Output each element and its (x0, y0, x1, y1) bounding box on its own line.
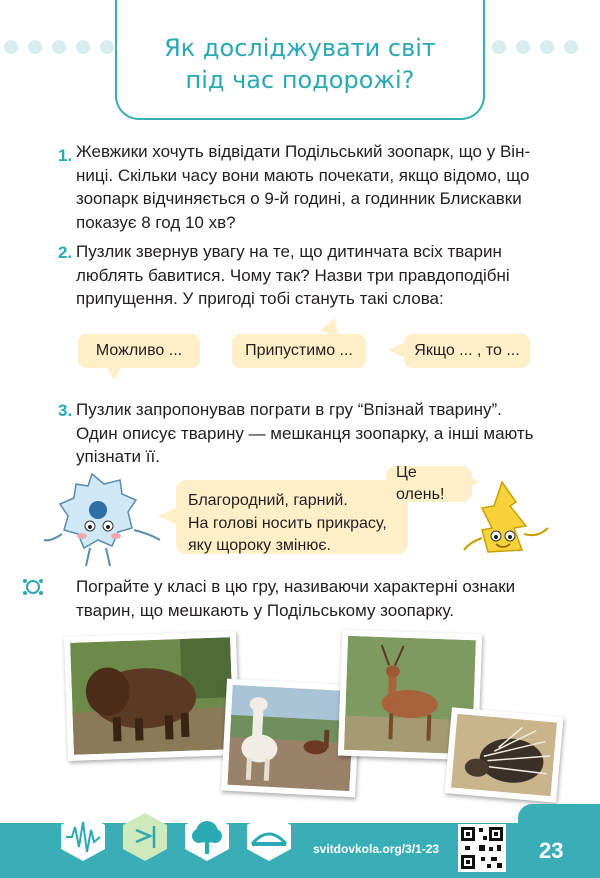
bubble-tail (388, 342, 406, 358)
task-1-line: зоопарк відчиняється о 9-й годині, а годинник Блискавки (76, 189, 522, 208)
speech-line: На голові носить прикрасу, (188, 514, 387, 532)
speech-line: яку щороку змінює. (188, 537, 331, 554)
task-3-line: упізнати її. (76, 447, 160, 466)
page-number: 23 (539, 838, 564, 863)
math-compare-icon (120, 812, 170, 862)
decor-dots-left (4, 40, 114, 54)
character-lightning-yellow (452, 480, 556, 564)
photo-bison (64, 631, 240, 761)
word-bubble-suppose: Припустимо ... (232, 334, 366, 368)
word-bubble-maybe: Можливо ... (78, 334, 200, 368)
task-1-line: Жевжики хочуть відвідати Подільський зоопарк, що у Він- (76, 142, 531, 161)
group-task-line: Пограйте у класі в цю гру, називаючи характерні ознаки (76, 577, 516, 596)
speech-bubble-answer: Це олень! (386, 466, 472, 502)
qr-code-icon (458, 824, 506, 872)
soundwave-icon (58, 812, 108, 862)
title-line-1: Як досліджувати світ (164, 34, 436, 62)
footer-url[interactable]: svitdovkola.org/3/1-23 (313, 842, 440, 856)
task-3-text (76, 398, 576, 469)
task-2-number: 2. (58, 243, 73, 262)
task-3-number: 3. (58, 401, 73, 420)
task-1-line: ниці. Скільки часу вони мають почекати, якщо відомо, що (76, 165, 530, 185)
title-line-2: під час подорожі? (185, 66, 415, 94)
group-task-line: тварин, що мешкають у Подільському зоопарку. (76, 600, 454, 620)
bubble-tail (106, 366, 122, 380)
speech-line: Благородний, гарний. (188, 492, 348, 509)
task-1-line: показує 8 год 10 хв? (76, 212, 236, 232)
task-3-line: Один описує тварину — мешканця зоопарку, а інші мають (76, 423, 534, 443)
bubble-tail (158, 508, 176, 524)
tree-icon (182, 812, 232, 862)
task-2-text (76, 240, 576, 311)
task-2-line: припущення. У пригоді тобі стануть такі слова: (76, 289, 444, 308)
bridge-icon (244, 812, 294, 862)
task-1-number: 1. (58, 146, 73, 165)
task-2-line: Пузлик звернув увагу на те, що дитинчата всіх тварин (76, 242, 502, 261)
page-title (115, 0, 485, 120)
photo-porcupine (444, 707, 563, 802)
word-bubble-if-then: Якщо ... , то ... (404, 334, 530, 368)
task-3-line: Пузлик запропонував пограти в гру “Впізнай тварину”. (76, 400, 502, 419)
task-1-text (76, 140, 576, 234)
speech-bubble-description (176, 480, 408, 554)
character-puzzle-blue (42, 470, 174, 570)
group-work-icon (22, 576, 44, 598)
group-task-text (76, 575, 576, 622)
task-2-line: люблять бавитися. Чому так? Назви три правдоподібні (76, 265, 510, 285)
decor-dots-right (492, 40, 578, 54)
